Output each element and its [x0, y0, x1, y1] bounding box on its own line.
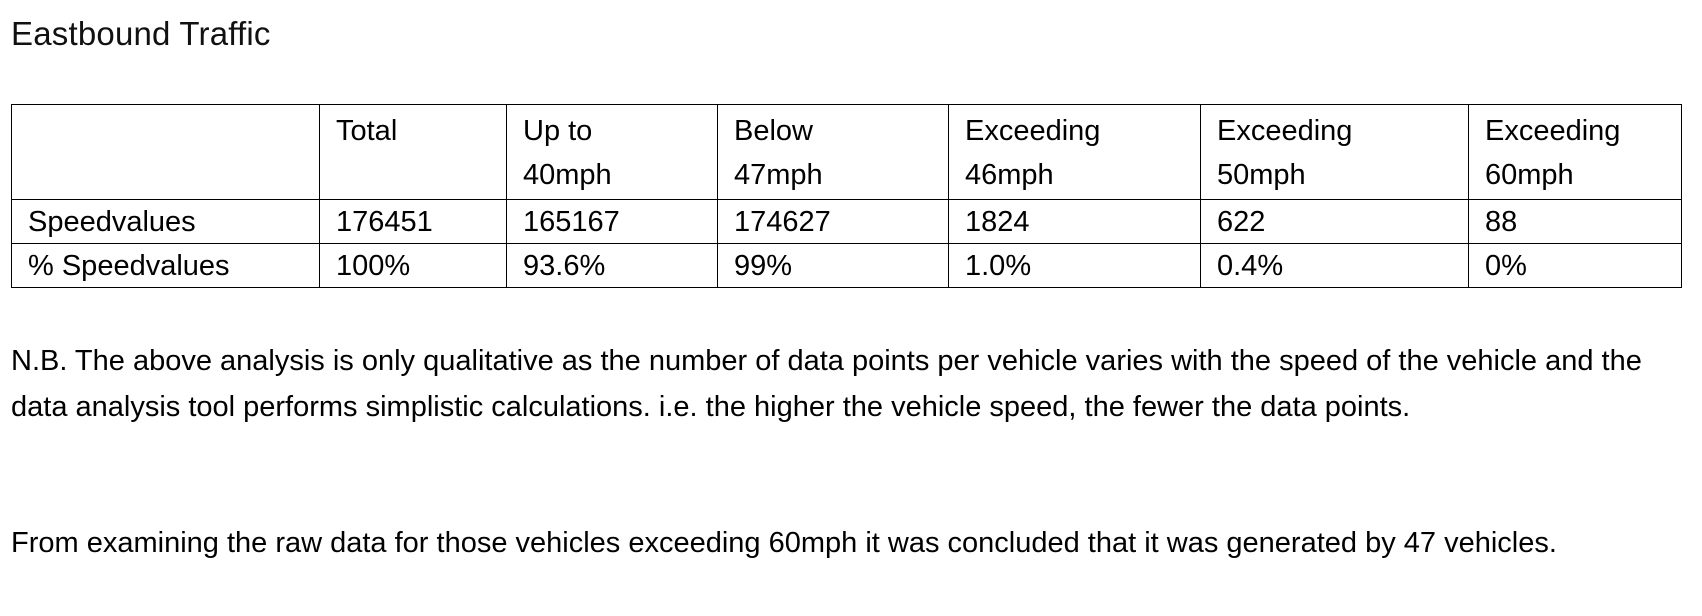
table-cell: 165167 — [507, 200, 718, 244]
header-cell-empty — [12, 105, 320, 200]
header-cell-total: Total — [320, 105, 507, 200]
row-label: Speedvalues — [12, 200, 320, 244]
traffic-speed-table — [11, 104, 1682, 288]
conclusion-paragraph: From examining the raw data for those vehicles exceeding 60mph it was concluded that it was generated by 47 vehicles. — [11, 527, 1557, 559]
header-cell-exceeding-60mph: Exceeding 60mph — [1469, 105, 1682, 200]
header-cell-up-to-40mph: Up to 40mph — [507, 105, 718, 200]
table-row-percent-speedvalues — [12, 244, 1682, 288]
analysis-note-paragraph: N.B. The above analysis is only qualitative as the number of data points per vehicle varies with the speed of the vehicle and the data analysis tool performs simplistic calculations. i.e. the higher the vehicle speed, the fewer the data points. — [11, 345, 1642, 423]
table-header-row — [12, 105, 1682, 200]
header-cell-exceeding-46mph: Exceeding 46mph — [949, 105, 1201, 200]
table-cell: 1824 — [949, 200, 1201, 244]
table-cell: 93.6% — [507, 244, 718, 288]
row-label: % Speedvalues — [12, 244, 320, 288]
header-cell-exceeding-50mph: Exceeding 50mph — [1201, 105, 1469, 200]
table-cell: 88 — [1469, 200, 1682, 244]
table-row-speedvalues — [12, 200, 1682, 244]
document-title: Eastbound Traffic — [11, 15, 271, 52]
table-cell: 99% — [718, 244, 949, 288]
header-cell-below-47mph: Below 47mph — [718, 105, 949, 200]
table-cell: 176451 — [320, 200, 507, 244]
table-cell: 174627 — [718, 200, 949, 244]
table-cell: 1.0% — [949, 244, 1201, 288]
table-cell: 0% — [1469, 244, 1682, 288]
table-cell: 622 — [1201, 200, 1469, 244]
table-cell: 0.4% — [1201, 244, 1469, 288]
table-cell: 100% — [320, 244, 507, 288]
